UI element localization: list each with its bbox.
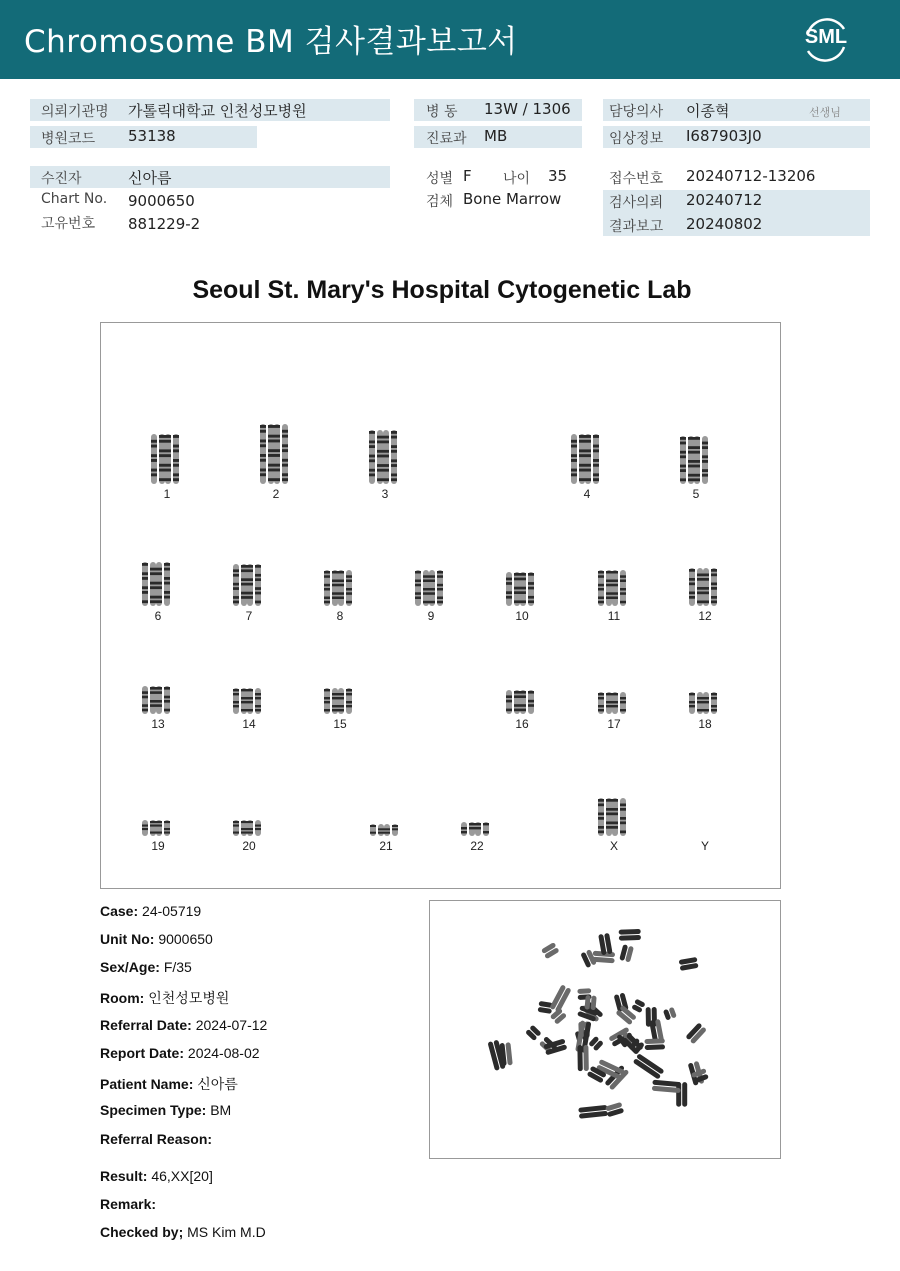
chromosome-label: 13: [151, 717, 165, 731]
metaphase-chromosome: [588, 1036, 604, 1052]
sml-logo: [800, 13, 852, 65]
chromosome-18: [675, 691, 735, 731]
doctor-suffix: 선생님: [809, 106, 841, 119]
doctor-label: 담당의사: [609, 104, 664, 120]
patient-label: 수진자: [41, 171, 82, 187]
chromosome-13: [128, 685, 188, 731]
case-value: 24-05719: [142, 903, 202, 919]
metaphase-chromosome: [619, 929, 641, 941]
specimen-value: Bone Marrow: [463, 190, 562, 208]
chromosome-6: [128, 561, 188, 623]
chromosome-21: [356, 823, 416, 853]
chromosome-label: 17: [607, 717, 621, 731]
dept-value: MB: [484, 127, 508, 145]
remark-line: [100, 1196, 156, 1212]
specimen-type-line: [100, 1102, 231, 1118]
chromosome-label: 22: [470, 839, 484, 853]
chromosome-16: [492, 689, 552, 731]
clinical-value: I687903J0: [686, 127, 762, 145]
specimen-type-label: Specimen Type:: [100, 1102, 207, 1118]
chromosome-label: 14: [242, 717, 256, 731]
karyogram-panel: [100, 322, 781, 889]
report-date-label: Report Date:: [100, 1045, 185, 1061]
chromosome-22: [447, 821, 507, 853]
chromosome-label: 7: [245, 609, 253, 623]
request-value: 20240712: [686, 191, 763, 209]
id-label: 고유번호: [41, 216, 96, 232]
lab-title: Seoul St. Mary's Hospital Cytogenetic Lab: [192, 276, 692, 304]
specimen-label: 검체: [426, 194, 454, 210]
patient-name-label: Patient Name:: [100, 1076, 194, 1092]
unit-label: Unit No:: [100, 931, 155, 947]
chart-label: Chart No.: [41, 191, 108, 207]
patient-value: 신아름: [128, 169, 172, 187]
chromosome-label: 2: [272, 487, 280, 501]
checked-label: Checked by;: [100, 1224, 184, 1240]
referral-reason-line: [100, 1131, 212, 1147]
referral-date-value: 2024-07-12: [195, 1017, 268, 1033]
result-value: 46,XX[20]: [151, 1168, 213, 1184]
chromosome-14: [219, 687, 279, 731]
chromosome-8: [310, 569, 370, 623]
chromosome-label: 6: [154, 609, 162, 623]
chromosome-15: [310, 687, 370, 731]
case-label: Case:: [100, 903, 139, 919]
chromosome-1: [137, 433, 197, 501]
chromosome-20: [219, 819, 279, 853]
room-label: Room:: [100, 990, 145, 1006]
sexage-line: [100, 959, 192, 975]
doctor-value: 이종혁: [686, 102, 730, 120]
unit-line: [100, 931, 213, 947]
metaphase-image: [429, 900, 781, 1159]
receipt-label: 접수번호: [609, 171, 664, 187]
sex-value: F: [463, 167, 472, 185]
hospital-value: 가톨릭대학교 인천성모병원: [128, 102, 307, 120]
chromosome-label: 5: [692, 487, 700, 501]
metaphase-chromosome: [663, 1007, 677, 1021]
hospital-label: 의뢰기관명: [41, 104, 109, 120]
report-date-line: [100, 1045, 260, 1061]
chromosome-19: [128, 819, 188, 853]
chromosome-y: [675, 833, 735, 853]
report-header: [0, 0, 900, 79]
hospital-code-label: 병원코드: [41, 131, 96, 147]
chromosome-label: 18: [698, 717, 712, 731]
chromosome-4: [557, 433, 617, 501]
room-value: 인천성모병원: [148, 990, 230, 1006]
chromosome-label: 4: [583, 487, 591, 501]
metaphase-chromosome: [578, 1105, 608, 1119]
age-label: 나이: [503, 171, 531, 187]
metaphase-chromosome: [685, 1022, 707, 1044]
chromosome-label: 21: [379, 839, 393, 853]
specimen-type-value: BM: [210, 1102, 232, 1118]
checked-line: [100, 1224, 266, 1240]
result-line: [100, 1168, 213, 1184]
chromosome-label: 1: [163, 487, 171, 501]
sexage-value: F/35: [163, 959, 192, 975]
chromosome-9: [401, 569, 461, 623]
report-date-value: 2024-08-02: [187, 1045, 260, 1061]
chromosome-11: [584, 569, 644, 623]
dept-label: 진료과: [426, 131, 467, 147]
age-value: 35: [548, 167, 568, 185]
metaphase-chromosome: [679, 957, 699, 971]
sexage-label: Sex/Age:: [100, 959, 160, 975]
patient-name-line: [100, 1074, 238, 1094]
id-value: 881229-2: [128, 215, 201, 233]
metaphase-chromosome: [549, 984, 571, 1013]
chromosome-label: 3: [381, 487, 389, 501]
chromosome-x: [584, 797, 644, 853]
receipt-value: 20240712-13206: [686, 167, 816, 185]
remark-label: Remark:: [100, 1196, 157, 1212]
chromosome-10: [492, 571, 552, 623]
chromosome-label: 11: [607, 609, 621, 623]
metaphase-chromosome: [631, 999, 645, 1014]
chromosome-label: 20: [242, 839, 256, 853]
checked-value: MS Kim M.D: [187, 1224, 266, 1240]
chromosome-label: X: [609, 839, 618, 853]
clinical-label: 임상정보: [609, 131, 664, 147]
referral-reason-label: Referral Reason:: [100, 1131, 213, 1147]
chromosome-2: [246, 423, 306, 501]
metaphase-chromosome: [525, 1025, 542, 1042]
chromosome-label: 15: [333, 717, 347, 731]
report-value: 20240802: [686, 215, 763, 233]
chromosome-17: [584, 691, 644, 731]
chromosome-3: [355, 429, 415, 501]
chromosome-label: Y: [700, 839, 709, 853]
chromosome-label: 19: [151, 839, 165, 853]
report-label: 결과보고: [609, 219, 664, 235]
metaphase-chromosome: [644, 1038, 665, 1050]
chromosome-label: 16: [515, 717, 529, 731]
report-title: Chromosome BM 검사결과보고서: [24, 24, 518, 60]
chromosome-label: 9: [427, 609, 435, 623]
chromosome-12: [675, 567, 735, 623]
room-line: [100, 988, 229, 1008]
unit-value: 9000650: [158, 931, 213, 947]
referral-date-line: [100, 1017, 267, 1033]
sex-label: 성별: [426, 171, 454, 187]
metaphase-chromosome: [633, 1053, 665, 1079]
logo-text: SML: [804, 26, 848, 48]
case-line: [100, 903, 201, 919]
chromosome-label: 8: [336, 609, 344, 623]
ward-label: 병 동: [426, 104, 458, 120]
chromosome-7: [219, 563, 279, 623]
hospital-code-value: 53138: [128, 127, 176, 145]
request-label: 검사의뢰: [609, 195, 664, 211]
patient-bar: [30, 166, 390, 188]
referral-date-label: Referral Date:: [100, 1017, 192, 1033]
patient-name-value: 신아름: [197, 1076, 238, 1092]
chromosome-label: 10: [515, 609, 529, 623]
metaphase-chromosome: [541, 942, 560, 959]
metaphase-chromosome: [652, 1080, 682, 1093]
chart-value: 9000650: [128, 192, 195, 210]
chromosome-label: 12: [698, 609, 712, 623]
chromosome-5: [666, 435, 726, 501]
ward-value: 13W / 1306: [484, 100, 571, 118]
result-label: Result:: [100, 1168, 148, 1184]
metaphase-chromosome: [605, 1102, 624, 1117]
metaphase-chromosome: [619, 944, 634, 962]
